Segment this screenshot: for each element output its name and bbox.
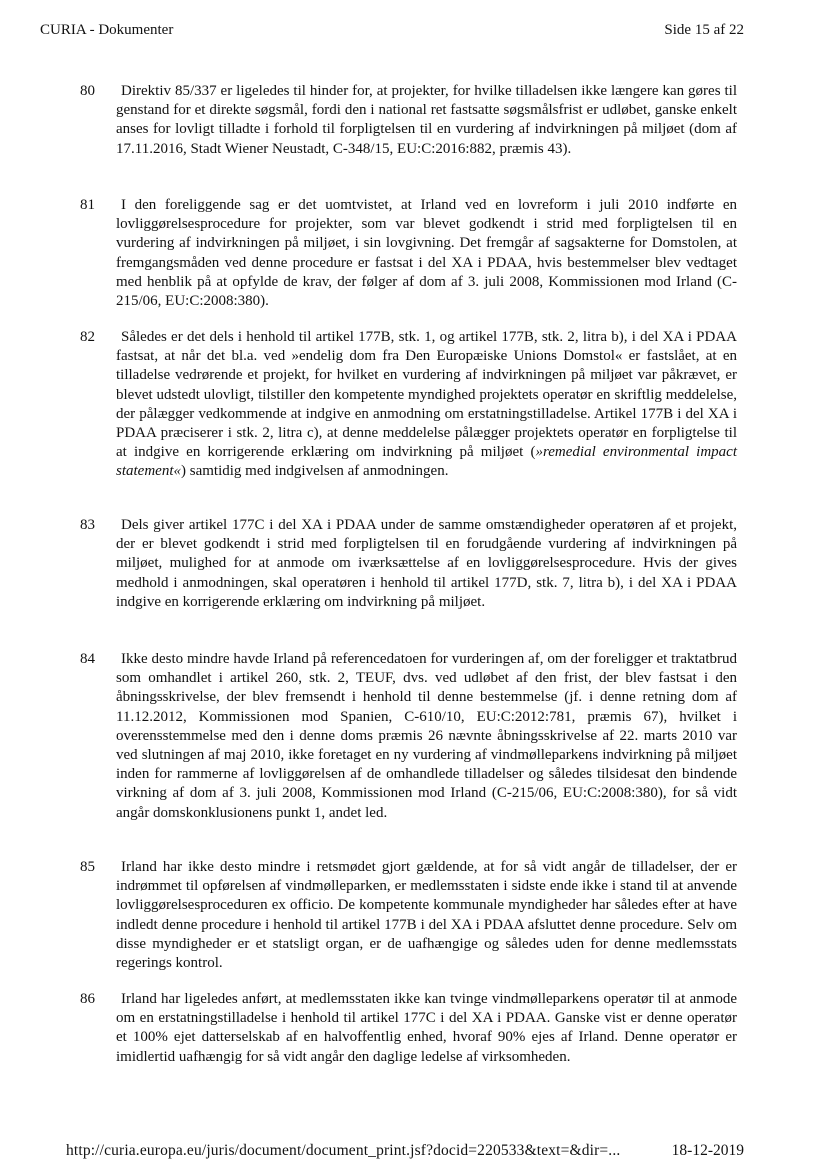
- paragraph-text: Irland har ligeledes anført, at medlemsstaten ikke kan tvinge vindmølleparkens operatør til at anmode om en erstatningstilladelse i henhold til artikel 177C i del XA i PDAA. Ganske vist er denne operatør et 100% ejet datterselskab af en halvoffentlig enhed, hvoraf 90% ejes af Irland. Denne operatør er imidlertid uafhængig for så vidt angår den daglige ledelse af virksomheden.: [116, 991, 737, 1065]
- paragraph-text: Direktiv 85/337 er ligeledes til hinder for, at projekter, for hvilke tilladelsen ikke længere kan gøres til genstand for et direkte søgsmål, fordi den i national ret fastsatte søgsmålsfrist er udløbet, ganske enkelt anses for lovligt tilladte i forhold til forpligtelsen til en vurdering af indvirkningen på miljøet (dom af 17.11.2016, Stadt Wiener Neustadt, C-348/15, EU:C:2016:882, præmis 43).: [116, 83, 737, 157]
- paragraph-number: 81: [80, 197, 95, 213]
- document-title: CURIA - Dokumenter: [40, 22, 174, 38]
- paragraph-number: 86: [80, 991, 95, 1007]
- print-date: 18-12-2019: [671, 1142, 744, 1159]
- page-footer: [66, 1142, 744, 1166]
- paragraph-80: [80, 82, 737, 159]
- paragraph-text: I den foreliggende sag er det uomtvistet, at Irland ved en lovreform i juli 2010 indførte en lovliggørelsesprocedure for projekter, som var blevet godkendt i strid med forpligtelsen til en vurdering af indvirkningen på miljøet, i sin lovgivning. Det fremgår af sagsakterne for Domstolen, at fremgangsmåden ved denne procedure er fastsat i del XA i PDAA, hvis bestemmelser blev vedtaget med henblik på at opfylde de krav, der følger af dom af 3. juli 2008, Kommissionen mod Irland (C-215/06, EU:C:2008:380).: [116, 197, 737, 310]
- paragraph-text: Ikke desto mindre havde Irland på referencedatoen for vurderingen af, om der foreligger et traktatbrud som omhandlet i artikel 260, stk. 2, TEUF, dvs. ved udløbet af den frist, der blev fastsat i den åbningsskrivelse, der blev fremsendt i henhold til denne bestemmelse (jf. i denne retning dom af 11.12.2012, Kommissionen mod Spanien, C-610/10, EU:C:2012:781, præmis 67), hvilket i overensstemmelse med den i denne doms præmis 26 nævnte åbningsskrivelse af 22. marts 2010 var ved slutningen af maj 2010, ikke foretaget en ny vurdering af vindmølleparkens indvirkning på miljøet inden for rammerne af lovliggørelsen af de omhandlede tilladelser og således tilsidesat den bindende virkning af dom af 3. juli 2008, Kommissionen mod Irland (C-215/06, EU:C:2008:380), for så vidt angår domskonklusionens punkt 1, andet led.: [116, 651, 737, 821]
- paragraph-83: [80, 516, 737, 612]
- paragraph-84: [80, 650, 737, 823]
- paragraph-text-italic: »remedial environmental impact statement«: [116, 444, 737, 480]
- paragraph-number: 82: [80, 329, 95, 345]
- paragraph-number: 85: [80, 859, 95, 875]
- paragraph-86: [80, 990, 737, 1067]
- paragraph-number: 83: [80, 517, 95, 533]
- page-number: Side 15 af 22: [664, 22, 744, 38]
- paragraph-number: 84: [80, 651, 95, 667]
- paragraph-82: [80, 328, 737, 482]
- paragraph-81: [80, 196, 737, 311]
- paragraph-text-end: ) samtidig med indgivelsen af anmodningen.: [181, 463, 449, 480]
- paragraph-text: Irland har ikke desto mindre i retsmødet gjort gældende, at for så vidt angår de tilladelser, der er indrømmet til opførelsen af vindmølleparken, er medlemsstaten i sidste ende ikke i stand til at anvende lovliggørelsesproceduren ex officio. De kompetente kommunale myndigheder har således efter at have indledt denne procedure i henhold til artikel 177B i del XA i PDAA afsluttet denne procedure. Selv om disse myndigheder er et statsligt organ, er de uafhængige og således uden for denne medlemsstats regerings kontrol.: [116, 859, 737, 972]
- paragraph-number: 80: [80, 83, 95, 99]
- paragraph-text: Således er det dels i henhold til artikel 177B, stk. 1, og artikel 177B, stk. 2, litra b), i del XA i PDAA fastsat, at når det bl.a. ved »endelig dom fra Den Europæiske Unions Domstol« er fastslået, at en tilladelse vedrørende et projekt, for hvilket en vurdering af indvirkningen på miljøet var påkrævet, er blevet udstedt ulovligt, tilstiller den kompetente myndighed projektets operatør en skriftlig meddelelse, der pålægger vedkommende at indgive en anmodning om erstatningstilladelse. Artikel 177B i del XA i PDAA præciserer i stk. 2, litra c), at denne meddelelse pålægger projektets operatør en forpligtelse til at indgive en korrigerende erklæring om indvirkning på miljøet (: [116, 329, 737, 461]
- paragraph-text: Dels giver artikel 177C i del XA i PDAA under de samme omstændigheder operatøren af et projekt, der er blevet godkendt i strid med forpligtelsen til en forudgående vurdering af indvirkningen på miljøet, mulighed for at anmode om iværksættelse af en lovliggørelsesprocedure. Hvis der gives medhold i anmodningen, skal operatøren i henhold til artikel 177D, stk. 7, litra b), i del XA i PDAA indgive en korrigerende erklæring om indvirkning på miljøet.: [116, 517, 737, 610]
- page-header: [40, 22, 744, 44]
- paragraph-85: [80, 858, 737, 973]
- source-url: http://curia.europa.eu/juris/document/document_print.jsf?docid=220533&text=&dir=...: [66, 1142, 621, 1159]
